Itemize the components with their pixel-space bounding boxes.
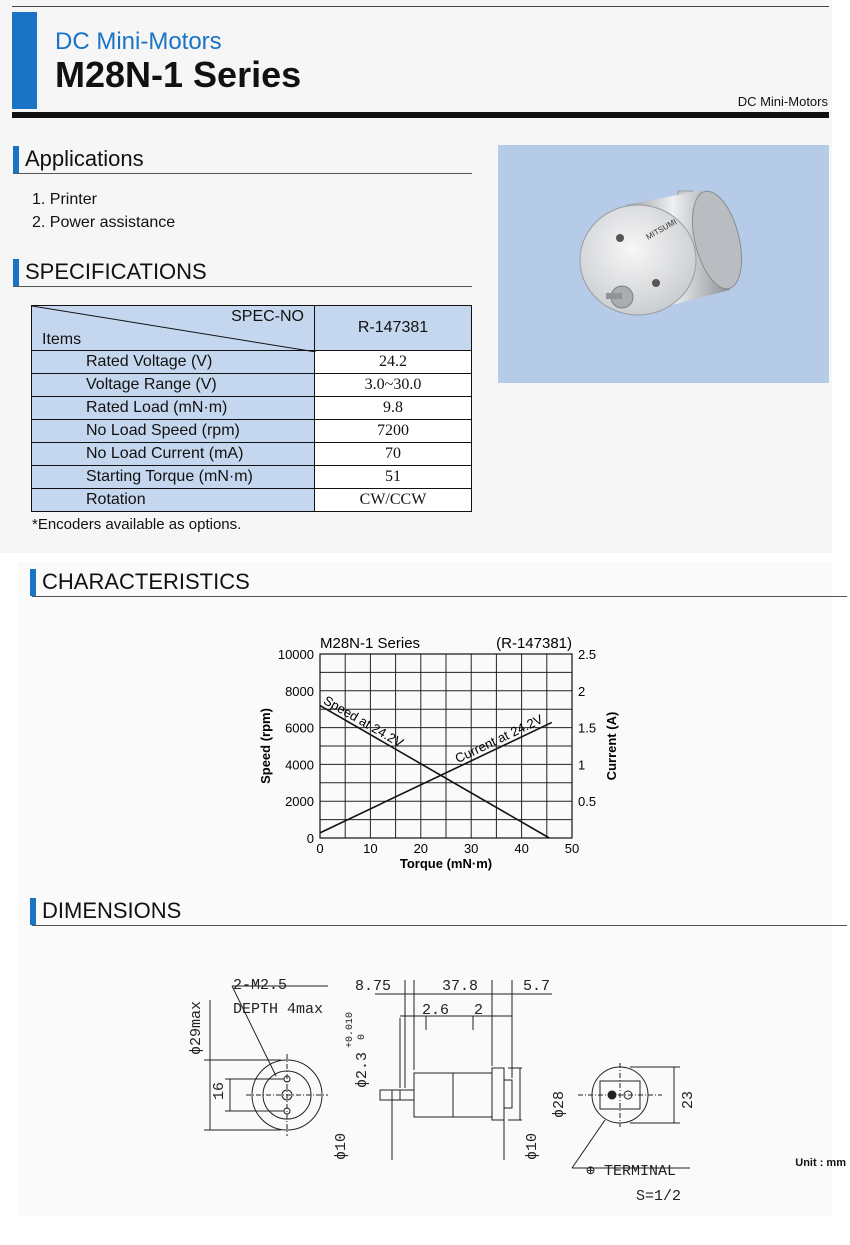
chart-subtitle: (R-147381) (496, 635, 572, 652)
y-tick-label: 4000 (285, 757, 314, 773)
table-corner-cell (32, 306, 315, 351)
x-tick-label: 50 (564, 841, 580, 856)
speed-line-label: Speed at 24.2V (320, 692, 407, 751)
header-tag: DC Mini-Motors (737, 94, 828, 109)
spec-no-label: SPEC-NO (231, 308, 304, 325)
y2-tick-label: 0.5 (578, 794, 597, 810)
dim-875: 8.75 (355, 978, 392, 995)
product-photo (498, 145, 829, 383)
y2-tick-label: 2.5 (578, 647, 597, 662)
table-row (32, 374, 472, 397)
y-tick-label: 2000 (285, 794, 314, 810)
specifications-rule (13, 286, 472, 287)
header-rule (12, 112, 829, 118)
table-row (32, 489, 472, 512)
row-label: Starting Torque (mN·m) (32, 466, 315, 489)
dim-d29: ϕ29max (188, 1000, 205, 1055)
current-line (320, 722, 552, 832)
row-value: 7200 (315, 420, 472, 443)
dim-d28: ϕ28 (551, 1090, 568, 1118)
dim-scale: S=1/2 (636, 1188, 682, 1205)
applications-heading (25, 146, 144, 172)
y2-tick-label: 1.5 (578, 720, 597, 736)
row-label: No Load Current (mA) (32, 443, 315, 466)
dimensions-heading-text: DIMENSIONS (42, 898, 182, 923)
unit-note: Unit : mm (795, 1157, 846, 1169)
dim-2: 2 (474, 1002, 484, 1019)
row-value: 51 (315, 466, 472, 489)
table-header-row (32, 306, 472, 351)
dim-h16: 16 (211, 1081, 228, 1100)
x-tick-label: 30 (463, 841, 479, 856)
applications-heading-text: Applications (25, 146, 144, 171)
table-row (32, 466, 472, 489)
dim-tol-plus: +0.010 (345, 1011, 356, 1048)
y-axis-label: Speed (rpm) (258, 708, 273, 784)
list-item: 1. Printer (32, 191, 97, 208)
dimensions-rule (32, 925, 847, 926)
heading-bar (13, 146, 19, 173)
dimensions-heading (42, 898, 181, 924)
row-label: Voltage Range (V) (32, 374, 315, 397)
heading-bar (13, 259, 19, 286)
row-label: Rated Voltage (V) (32, 351, 315, 374)
dim-d10b: ϕ10 (524, 1132, 541, 1160)
brand-bar (12, 12, 37, 109)
dim-h23: 23 (680, 1090, 697, 1109)
dim-depth: DEPTH 4max (233, 1001, 324, 1018)
dim-shaft: ϕ2.3 (354, 1051, 371, 1088)
y-tick-label: 0 (306, 831, 314, 846)
dim-d10a: ϕ10 (333, 1132, 350, 1160)
x-tick-label: 20 (413, 841, 429, 856)
dim-57: 5.7 (523, 978, 551, 995)
table-row (32, 420, 472, 443)
chart-title: M28N-1 Series (320, 635, 421, 652)
y-tick-label: 8000 (285, 683, 314, 699)
x-axis-label: Torque (mN·m) (399, 856, 493, 871)
row-value: CW/CCW (315, 489, 472, 512)
spec-table (31, 305, 472, 512)
row-label: Rated Load (mN·m) (32, 397, 315, 420)
model-number: R-147381 (315, 306, 472, 351)
x-tick-label: 40 (514, 841, 529, 856)
y-tick-label: 10000 (277, 647, 314, 662)
dim-378: 37.8 (442, 978, 479, 995)
characteristics-heading (42, 569, 250, 595)
table-row (32, 351, 472, 374)
specifications-heading-text: SPECIFICATIONS (25, 259, 207, 284)
row-value: 24.2 (315, 351, 472, 374)
list-item: 2. Power assistance (32, 214, 176, 231)
svg-text:MITSUMI: MITSUMI (644, 217, 679, 242)
characteristics-chart (250, 628, 630, 878)
x-tick-label: 10 (363, 841, 378, 856)
characteristics-heading-text: CHARACTERISTICS (42, 569, 250, 594)
row-label: Rotation (32, 489, 315, 512)
motor-illustration (498, 145, 829, 383)
dimension-drawing (180, 970, 700, 1210)
y2-axis-label: Current (A) (604, 711, 619, 781)
top-rule (12, 6, 829, 7)
y2-tick-label: 1 (578, 757, 586, 773)
applications-list (32, 188, 175, 234)
table-row (32, 397, 472, 420)
heading-bar (30, 898, 36, 925)
dim-m25: 2-M2.5 (233, 977, 288, 994)
row-label: No Load Speed (rpm) (32, 420, 315, 443)
y2-tick-label: 2 (578, 683, 586, 699)
dim-26: 2.6 (422, 1002, 450, 1019)
dim-terminal: ⊕ TERMINAL (586, 1163, 677, 1180)
row-value: 9.8 (315, 397, 472, 420)
row-value: 70 (315, 443, 472, 466)
x-tick-label: 0 (316, 841, 324, 856)
y-tick-label: 6000 (285, 720, 314, 736)
page-subtitle: DC Mini-Motors (55, 28, 222, 55)
characteristics-rule (32, 596, 847, 597)
applications-rule (13, 173, 472, 174)
items-label: Items (42, 331, 82, 348)
row-value: 3.0~30.0 (315, 374, 472, 397)
dim-tol-zero: 0 (357, 1033, 368, 1040)
table-row (32, 443, 472, 466)
spec-footnote: *Encoders available as options. (32, 516, 242, 533)
heading-bar (30, 569, 36, 596)
current-line-label: Current at 24.2V (452, 711, 546, 766)
specifications-heading (25, 259, 207, 285)
page-title: M28N-1 Series (55, 54, 302, 95)
